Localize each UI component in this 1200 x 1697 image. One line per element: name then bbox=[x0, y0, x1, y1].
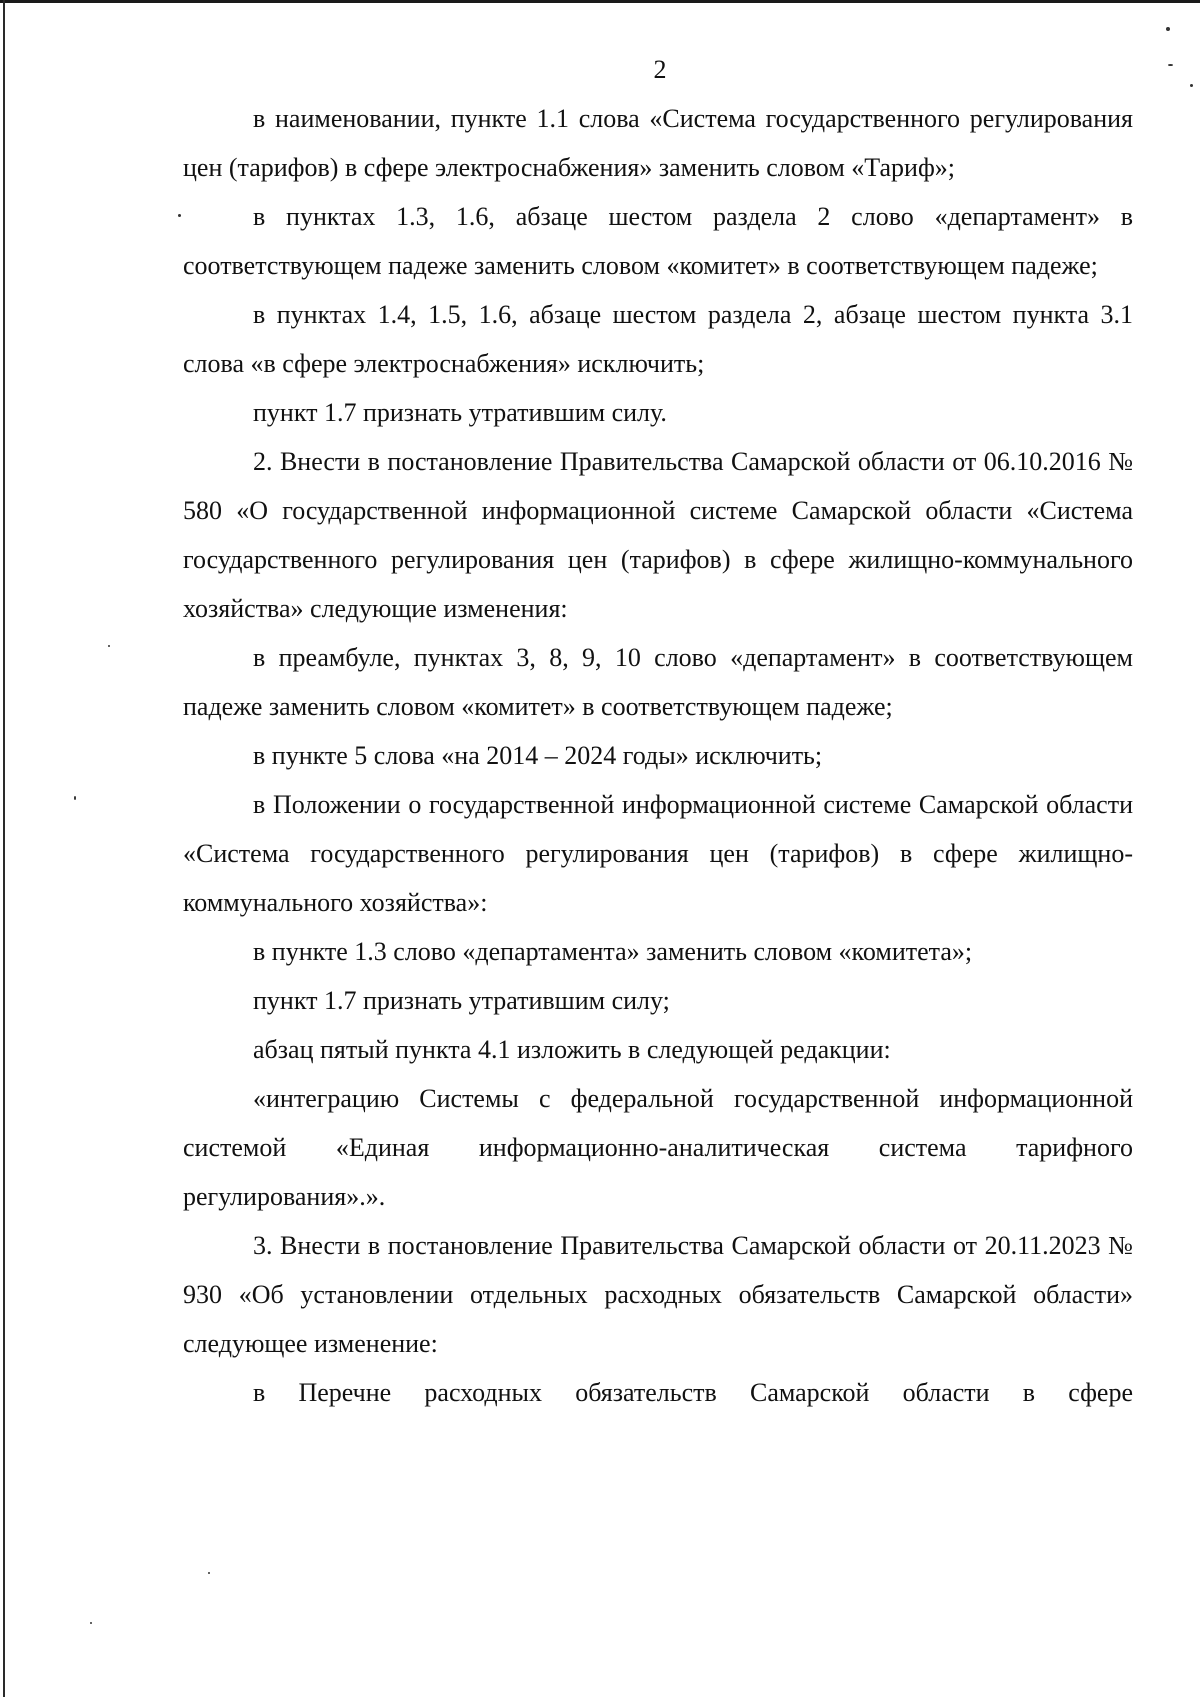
paragraph-regulation-intro: в Положении о государственной информационной системе Самарской области «Система государственного регулирования цен (тарифов) в сфере жилищно-коммунального хозяйства»: bbox=[183, 790, 1133, 917]
page-number: 2 bbox=[653, 55, 667, 84]
scan-speck bbox=[1166, 27, 1170, 31]
paragraph-amend-resolution-580: 2. Внести в постановление Правительства Самарской области от 06.10.2016 № 580 «О государственной информационной системе Самарской области «Система государственного регулирования цен (тарифов) в сфере жилищно-коммунального хозяйства» следующие изменения: bbox=[183, 447, 1133, 623]
scan-speck bbox=[108, 645, 110, 647]
scan-top-edge bbox=[0, 0, 1200, 3]
paragraph-clause-4-1-new-text: «интеграцию Системы с федеральной государственной информационной системой «Единая информационно-аналитическая система тарифного регулирования».». bbox=[183, 1084, 1133, 1211]
paragraph-rename-system: в наименовании, пункте 1.1 слова «Система государственного регулирования цен (тарифов) в сфере электроснабжения» заменить словом «Тариф»; bbox=[183, 104, 1133, 182]
paragraph-clause-4-1-intro: абзац пятый пункта 4.1 изложить в следующей редакции: bbox=[253, 1035, 891, 1064]
paragraph-obligations-list: в Перечне расходных обязательств Самарской области в сфере bbox=[253, 1378, 1133, 1407]
paragraph-clause-1-7-void: пункт 1.7 признать утратившим силу. bbox=[253, 398, 667, 427]
paragraph-amend-resolution-930: 3. Внести в постановление Правительства Самарской области от 20.11.2023 № 930 «Об установлении отдельных расходных обязательств Самарской области» следующее изменение: bbox=[183, 1231, 1133, 1358]
scan-speck bbox=[90, 1622, 92, 1624]
paragraph-clause-1-7-void-2: пункт 1.7 признать утратившим силу; bbox=[253, 986, 670, 1015]
paragraph-clause-5-years: в пункте 5 слова «на 2014 – 2024 годы» исключить; bbox=[253, 741, 823, 770]
scan-speck bbox=[208, 1572, 210, 1574]
document-body bbox=[183, 94, 1133, 1417]
scan-speck bbox=[74, 796, 76, 800]
paragraph-department-to-committee: в пунктах 1.3, 1.6, абзаце шестом раздела 2 слово «департамент» в соответствующем падеже заменить словом «комитет» в соответствующем падеже; bbox=[183, 202, 1133, 280]
paragraph-preamble-changes: в преамбуле, пунктах 3, 8, 9, 10 слово «департамент» в соответствующем падеже заменить словом «комитет» в соответствующем падеже; bbox=[183, 643, 1133, 721]
scan-left-edge bbox=[3, 0, 5, 1697]
paragraph-clause-1-3: в пункте 1.3 слово «департамента» заменить словом «комитета»; bbox=[253, 937, 973, 966]
scan-speck bbox=[178, 214, 181, 217]
paragraph-exclude-electricity: в пунктах 1.4, 1.5, 1.6, абзаце шестом раздела 2, абзаце шестом пункта 3.1 слова «в сфере электроснабжения» исключить; bbox=[183, 300, 1133, 378]
